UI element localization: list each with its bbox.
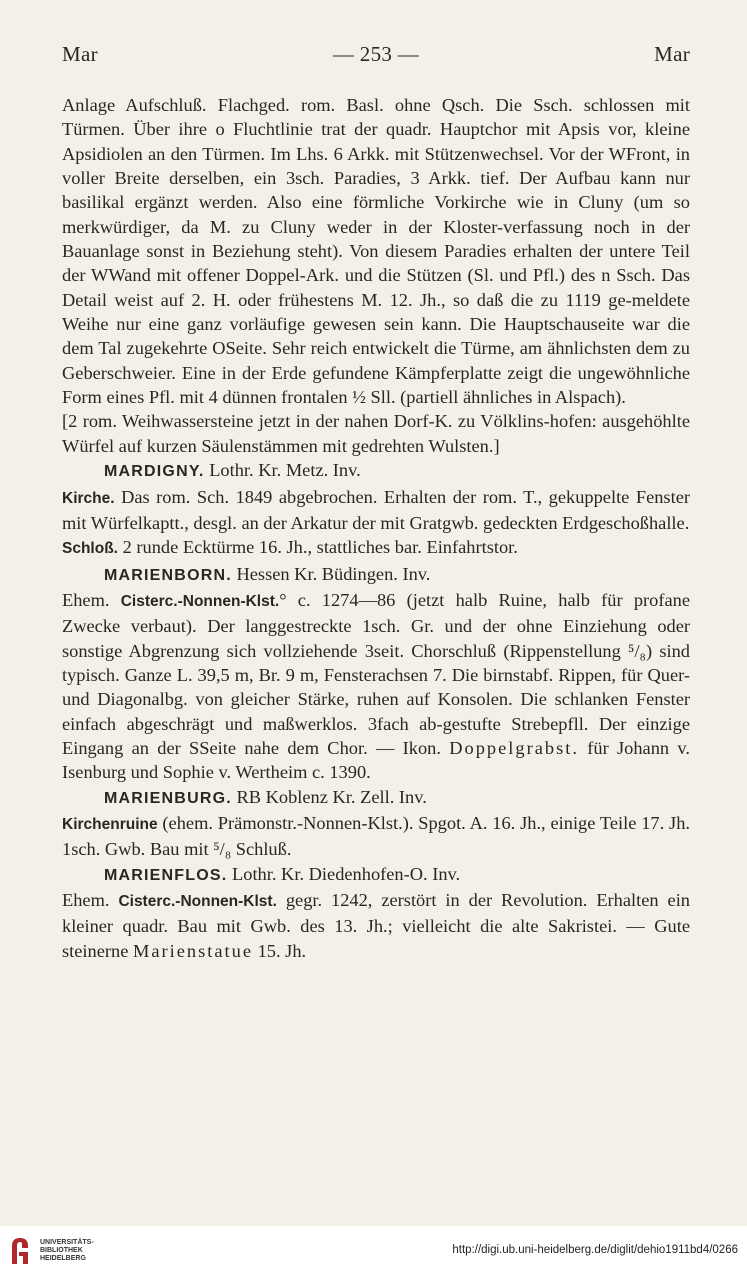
section-text: Das rom. Sch. 1849 abgebrochen. Erhalten der rom. T., gekuppelte Fenster mit Würfelkaptt., desgl. an der Arkatur der mit Gratgwb. gedeckten Erdgeschoßhalle. (62, 486, 690, 533)
section-label: Kirchenruine (62, 815, 158, 833)
entry-location: RB Koblenz Kr. Zell. Inv. (231, 786, 427, 807)
library-name-line: UNIVERSITÄTS- (40, 1239, 94, 1246)
entry-mardigny-kirche (62, 485, 690, 536)
library-name-line: HEIDELBERG (40, 1255, 86, 1262)
section-text: (ehem. Prämonstr.-Nonnen-Klst.). Spgot. A. 16. Jh., einige Teile 17. Jh. 1sch. Gwb. Bau mit ⁵/₈ Schluß. (62, 812, 690, 860)
spaced-term: Marienstatue (132, 940, 253, 961)
entry-name: MARIENFLOS. (104, 866, 228, 884)
header-right: Mar (654, 42, 690, 66)
entry-marienburg-text (62, 811, 690, 862)
entry-mardigny-schloss (62, 535, 690, 561)
entry-heading-mardigny (62, 458, 690, 484)
library-footer (0, 1226, 747, 1276)
section-text: ° c. 1274—86 (jetzt halb Ruine, halb für profane Zwecke verbaut). Der langgestreckte 1sch. Gr. und der ohne Einziehung oder sonstige Abgrenzung sich vollziehende 3seit. Chorschluß (Rippenstellung ⁵/₈) sind typisch. Ganze L. 39,5 m, Br. 9 m, Fensterachsen 7. Die birnstabf. Rippen, für Quer- und Diagonalbg. von gleicher Stärke, ruhen auf Konsolen. Die schlanken Fenster einfach abgeschrägt und maßwerklos. 3fach ab-gestufte Strebepfll. Der einzige Eingang an der SSeite nahe dem Chor. — Ikon. (62, 589, 690, 758)
section-label: Kirche. (62, 489, 115, 507)
entry-heading-marienborn (62, 562, 690, 588)
entry-name: MARDIGNY. (104, 463, 205, 481)
entry-location: Lothr. Kr. Metz. Inv. (204, 460, 361, 481)
section-text: 2 runde Ecktürme 16. Jh., stattliches bar. Einfahrtstor. (117, 537, 518, 558)
running-header (62, 42, 690, 72)
text-body (62, 93, 690, 963)
spaced-term: Doppelgrabst. (449, 737, 579, 758)
section-prefix: Ehem. (62, 589, 121, 610)
library-name (40, 1239, 94, 1263)
source-url-link[interactable]: http://digi.ub.uni-heidelberg.de/diglit/dehio1911bd4/0266 (452, 1244, 738, 1256)
paragraph-weihwassersteine: [2 rom. Weihwassersteine jetzt in der nahen Dorf-K. zu Völklins-hofen: ausgehöhlte Würfel auf kurzen Säulenstämmen mit gedrehten Wulsten.] (62, 411, 690, 456)
paragraph-mursbach-continued: Anlage Aufschluß. Flachged. rom. Basl. ohne Qsch. Die Ssch. schlossen mit Türmen. Über ihre o Fluchtlinie trat der quadr. Hauptchor mit Apsis vor, kleine Apsidiolen an den Türmen. Im Lhs. 6 Arkk. mit Stützenwechsel. Vor der WFront, in voller Breite derselben, ein 3sch. Paradies, 3 Arkk. tief. Der Aufbau kann nur basilikal ergänzt werden. Also eine förmliche Vorkirche wie in Cluny (um so merkwürdiger, da M. zu Cluny weder in der Kloster-verfassung noch in der Bauanlage sonst in Beziehung steht). Von diesem Paradies erhalten der untere Teil der WWand mit offener Doppel-Ark. und die Stützen (Sl. und Pfl.) des n Ssch. Das Detail weist auf 2. H. oder frühestens M. 12. Jh., so daß die zu 1119 ge-meldete Weihe nur eine ganz vorläufige gewesen sein kann. Die Hauptschauseite war die dem Tal zugekehrte OSeite. Sehr reich entwickelt die Türme, am ähnlichsten dem zu Geberschweier. Eine in der Erde gefundene Kämpferplatte zeigt die ungewöhnliche Form eines Pfl. mit 4 dünnen frontalen ½ Sll. (partiell ähnliches in Alspach). (62, 95, 690, 408)
header-left: Mar (62, 42, 98, 66)
entry-location: Lothr. Kr. Diedenhofen-O. Inv. (227, 863, 461, 884)
page-number: — 253 — (332, 42, 420, 66)
entry-location: Hessen Kr. Büdingen. Inv. (231, 563, 431, 584)
section-label: Cisterc.-Nonnen-Klst. (118, 893, 277, 910)
section-tail: für Johann v. Isenburg und Sophie v. Wertheim c. 1390. (62, 737, 690, 783)
entry-name: MARIENBURG. (104, 789, 232, 807)
section-prefix: Ehem. (62, 890, 119, 910)
section-text: gegr. 1242, zerstört in der Revolution. Erhalten ein kleiner quadr. Bau mit Gwb. des 13. Jh.; vielleicht die alte Sakristei. — Gute steinerne (62, 890, 691, 961)
university-library-logo-icon (8, 1234, 32, 1266)
entry-heading-marienflos (62, 862, 690, 888)
entry-marienborn-text (62, 588, 690, 785)
section-label: Schloß. (62, 540, 118, 558)
section-label: Cisterc.-Nonnen-Klst. (120, 592, 280, 610)
section-tail: 15. Jh. (253, 940, 307, 961)
library-name-line: BIBLIOTHEK (40, 1247, 83, 1254)
entry-marienflos-text (62, 888, 690, 963)
entry-name: MARIENBORN. (104, 566, 232, 584)
entry-heading-marienburg (62, 785, 690, 811)
